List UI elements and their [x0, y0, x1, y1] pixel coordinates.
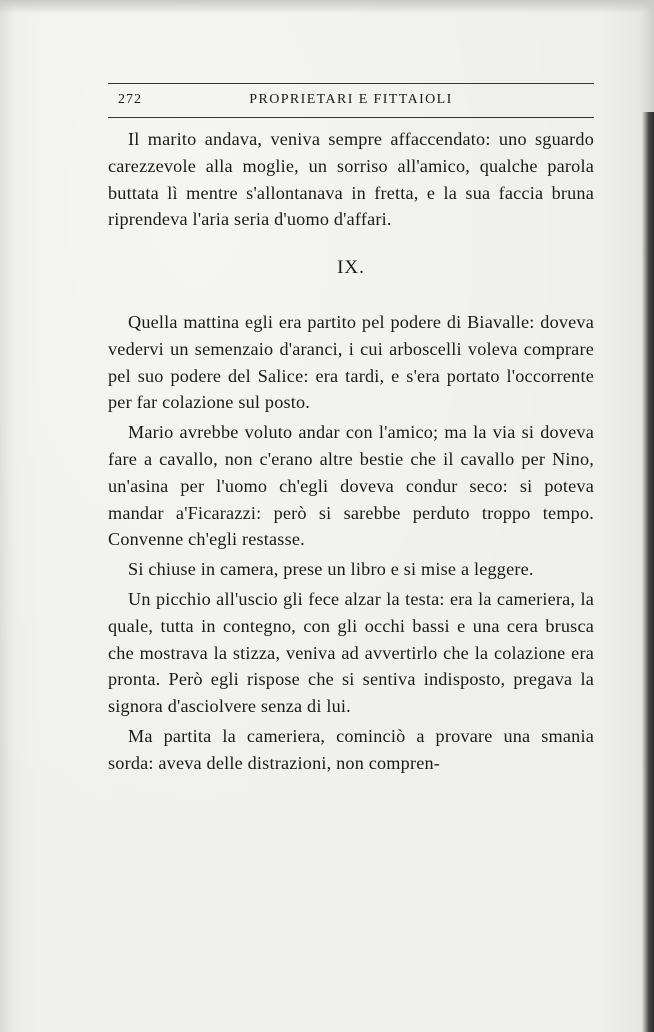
paragraph: Mario avrebbe voluto andar con l'amico; ma la via si doveva fare a cavallo, non c'erano altre bestie che il cavallo per Nino, un'asina per l'uomo ch'egli doveva condur seco: si poteva mandar a'Ficarazzi: però si sarebbe perduto troppo tempo. Convenne ch'egli restasse. — [108, 422, 594, 550]
header-bottom-rule — [108, 117, 594, 118]
body-text — [108, 126, 594, 777]
running-title: PROPRIETARI E FITTAIOLI — [249, 92, 453, 107]
scan-top-shadow — [0, 0, 654, 14]
paragraph: Quella mattina egli era partito pel podere di Biavalle: doveva vedervi un semenzaio d'aranci, i cui arboscelli voleva comprare pel suo podere del Salice: era tardi, e s'era portato l'occorrente per far colazione sul posto. — [108, 311, 594, 413]
binding-edge-shadow — [642, 112, 654, 1032]
paragraph: Un picchio all'uscio gli fece alzar la testa: era la cameriera, la quale, tutta in contegno, con gli occhi bassi e una cera brusca che mostrava la stizza, veniva ad avvertirlo che la colazione era pronta. Però egli rispose che si sentiva indisposto, pregava la signora d'asciolvere senza di lui. — [108, 588, 594, 717]
paragraph: Il marito andava, veniva sempre affaccendato: uno sguardo carezzevole alla moglie, un sorriso all'amico, qualche parola buttata lì mentre s'allontanava in fretta, e la sua faccia bruna riprendeva l'aria seria d'uomo d'affari. — [108, 129, 594, 230]
paragraph: Si chiuse in camera, prese un libro e si mise a leggere. — [128, 559, 534, 580]
section-heading: IX. — [337, 257, 365, 279]
page-number: 272 — [118, 92, 142, 107]
running-header — [108, 90, 594, 112]
paragraph: Ma partita la cameriera, cominciò a provare una smania sorda: aveva delle distrazioni, non compren- — [108, 725, 594, 773]
header-top-rule — [108, 83, 594, 84]
